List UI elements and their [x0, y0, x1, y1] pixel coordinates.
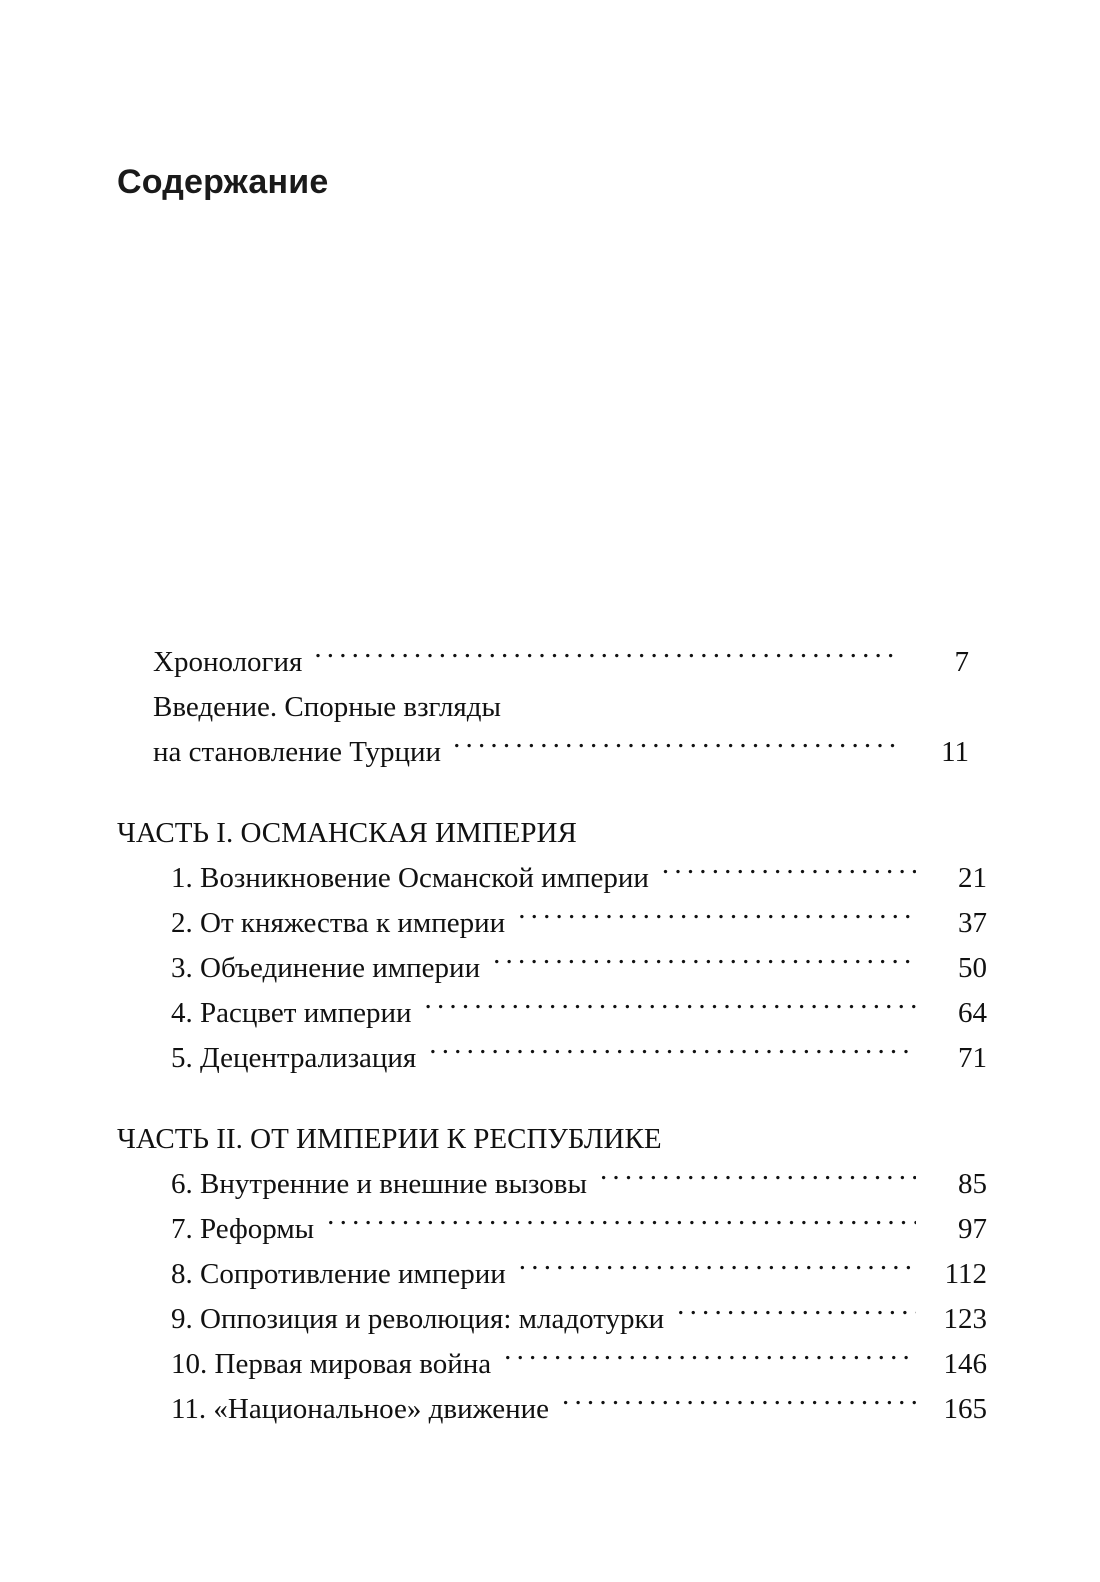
section-spacer	[117, 1081, 933, 1117]
dot-leader	[662, 858, 916, 887]
toc-entry-chapter-8[interactable]	[171, 1252, 987, 1297]
toc-entry-chapter-11[interactable]	[171, 1387, 987, 1432]
dot-leader	[600, 1164, 916, 1193]
toc-entry-chapter-4[interactable]	[171, 991, 987, 1036]
toc-entry-page: 123	[943, 1303, 987, 1335]
dot-leader	[314, 642, 898, 671]
dot-leader	[504, 1344, 916, 1373]
toc-entry-page: 7	[954, 646, 969, 678]
toc-list	[117, 640, 987, 1432]
toc-entry-chapter-9[interactable]	[171, 1297, 987, 1342]
dot-leader	[677, 1299, 916, 1328]
toc-entry-page: 50	[958, 952, 987, 984]
toc-entry-chapter-7[interactable]	[171, 1207, 987, 1252]
toc-entry-label: 5. Децентрализация	[171, 1042, 417, 1074]
toc-entry-chapter-5[interactable]	[171, 1036, 987, 1081]
toc-entry-label: 2. От княжества к империи	[171, 907, 506, 939]
toc-entry-page: 146	[943, 1348, 987, 1380]
toc-entry-chapter-6[interactable]	[171, 1162, 987, 1207]
dot-leader	[327, 1209, 916, 1238]
dot-leader	[518, 903, 916, 932]
toc-entry-introduction-line1[interactable]	[153, 685, 969, 730]
dot-leader	[453, 732, 898, 761]
section-spacer	[117, 775, 933, 811]
toc-entry-chapter-1[interactable]	[171, 856, 987, 901]
part-group-2	[117, 1117, 987, 1432]
toc-entry-page: 11	[941, 736, 969, 768]
toc-entry-label: 9. Оппозиция и революция: младотурки	[171, 1303, 665, 1335]
dot-leader	[493, 948, 916, 977]
toc-entry-page: 71	[958, 1042, 987, 1074]
toc-entry-label: 7. Реформы	[171, 1213, 315, 1245]
toc-entry-page: 64	[958, 997, 987, 1029]
dot-leader	[425, 993, 916, 1022]
dot-leader-empty	[513, 687, 898, 716]
toc-entry-label: на становление Турции	[153, 736, 442, 768]
chapter-list-1	[117, 856, 987, 1081]
toc-entry-introduction-line2[interactable]	[153, 730, 969, 775]
toc-entry-label: 8. Сопротивление империи	[171, 1258, 506, 1290]
toc-entry-page: 37	[958, 907, 987, 939]
toc-entry-label: 1. Возникновение Османской империи	[171, 862, 649, 894]
toc-entry-label: 4. Расцвет империи	[171, 997, 412, 1029]
page-title: Содержание	[117, 163, 329, 201]
part-heading-1: ЧАСТЬ I. ОСМАНСКАЯ ИМПЕРИЯ	[117, 817, 577, 849]
part-group-1	[117, 811, 987, 1081]
toc-entry-chapter-10[interactable]	[171, 1342, 987, 1387]
dot-leader	[429, 1038, 916, 1067]
toc-entry-label: 10. Первая мировая война	[171, 1348, 492, 1380]
toc-entry-page: 112	[944, 1258, 987, 1290]
toc-entry-chapter-3[interactable]	[171, 946, 987, 991]
toc-entry-chronology[interactable]	[153, 640, 969, 685]
dot-leader	[519, 1254, 916, 1283]
toc-entry-page: 97	[958, 1213, 987, 1245]
toc-entry-label: Введение. Спорные взгляды	[153, 691, 501, 723]
toc-entry-page: 165	[943, 1393, 987, 1425]
front-matter-group	[117, 640, 969, 775]
toc-entry-chapter-2[interactable]	[171, 901, 987, 946]
toc-entry-label: 11. «Национальное» движение	[171, 1393, 550, 1425]
dot-leader	[562, 1389, 916, 1418]
chapter-list-2	[117, 1162, 987, 1432]
toc-entry-page: 85	[958, 1168, 987, 1200]
part-heading-2: ЧАСТЬ II. ОТ ИМПЕРИИ К РЕСПУБЛИКЕ	[117, 1123, 662, 1155]
toc-entry-label: Хронология	[153, 646, 303, 678]
toc-entry-label: 6. Внутренние и внешние вызовы	[171, 1168, 587, 1200]
toc-entry-label: 3. Объединение империи	[171, 952, 481, 984]
toc-entry-page: 21	[958, 862, 987, 894]
